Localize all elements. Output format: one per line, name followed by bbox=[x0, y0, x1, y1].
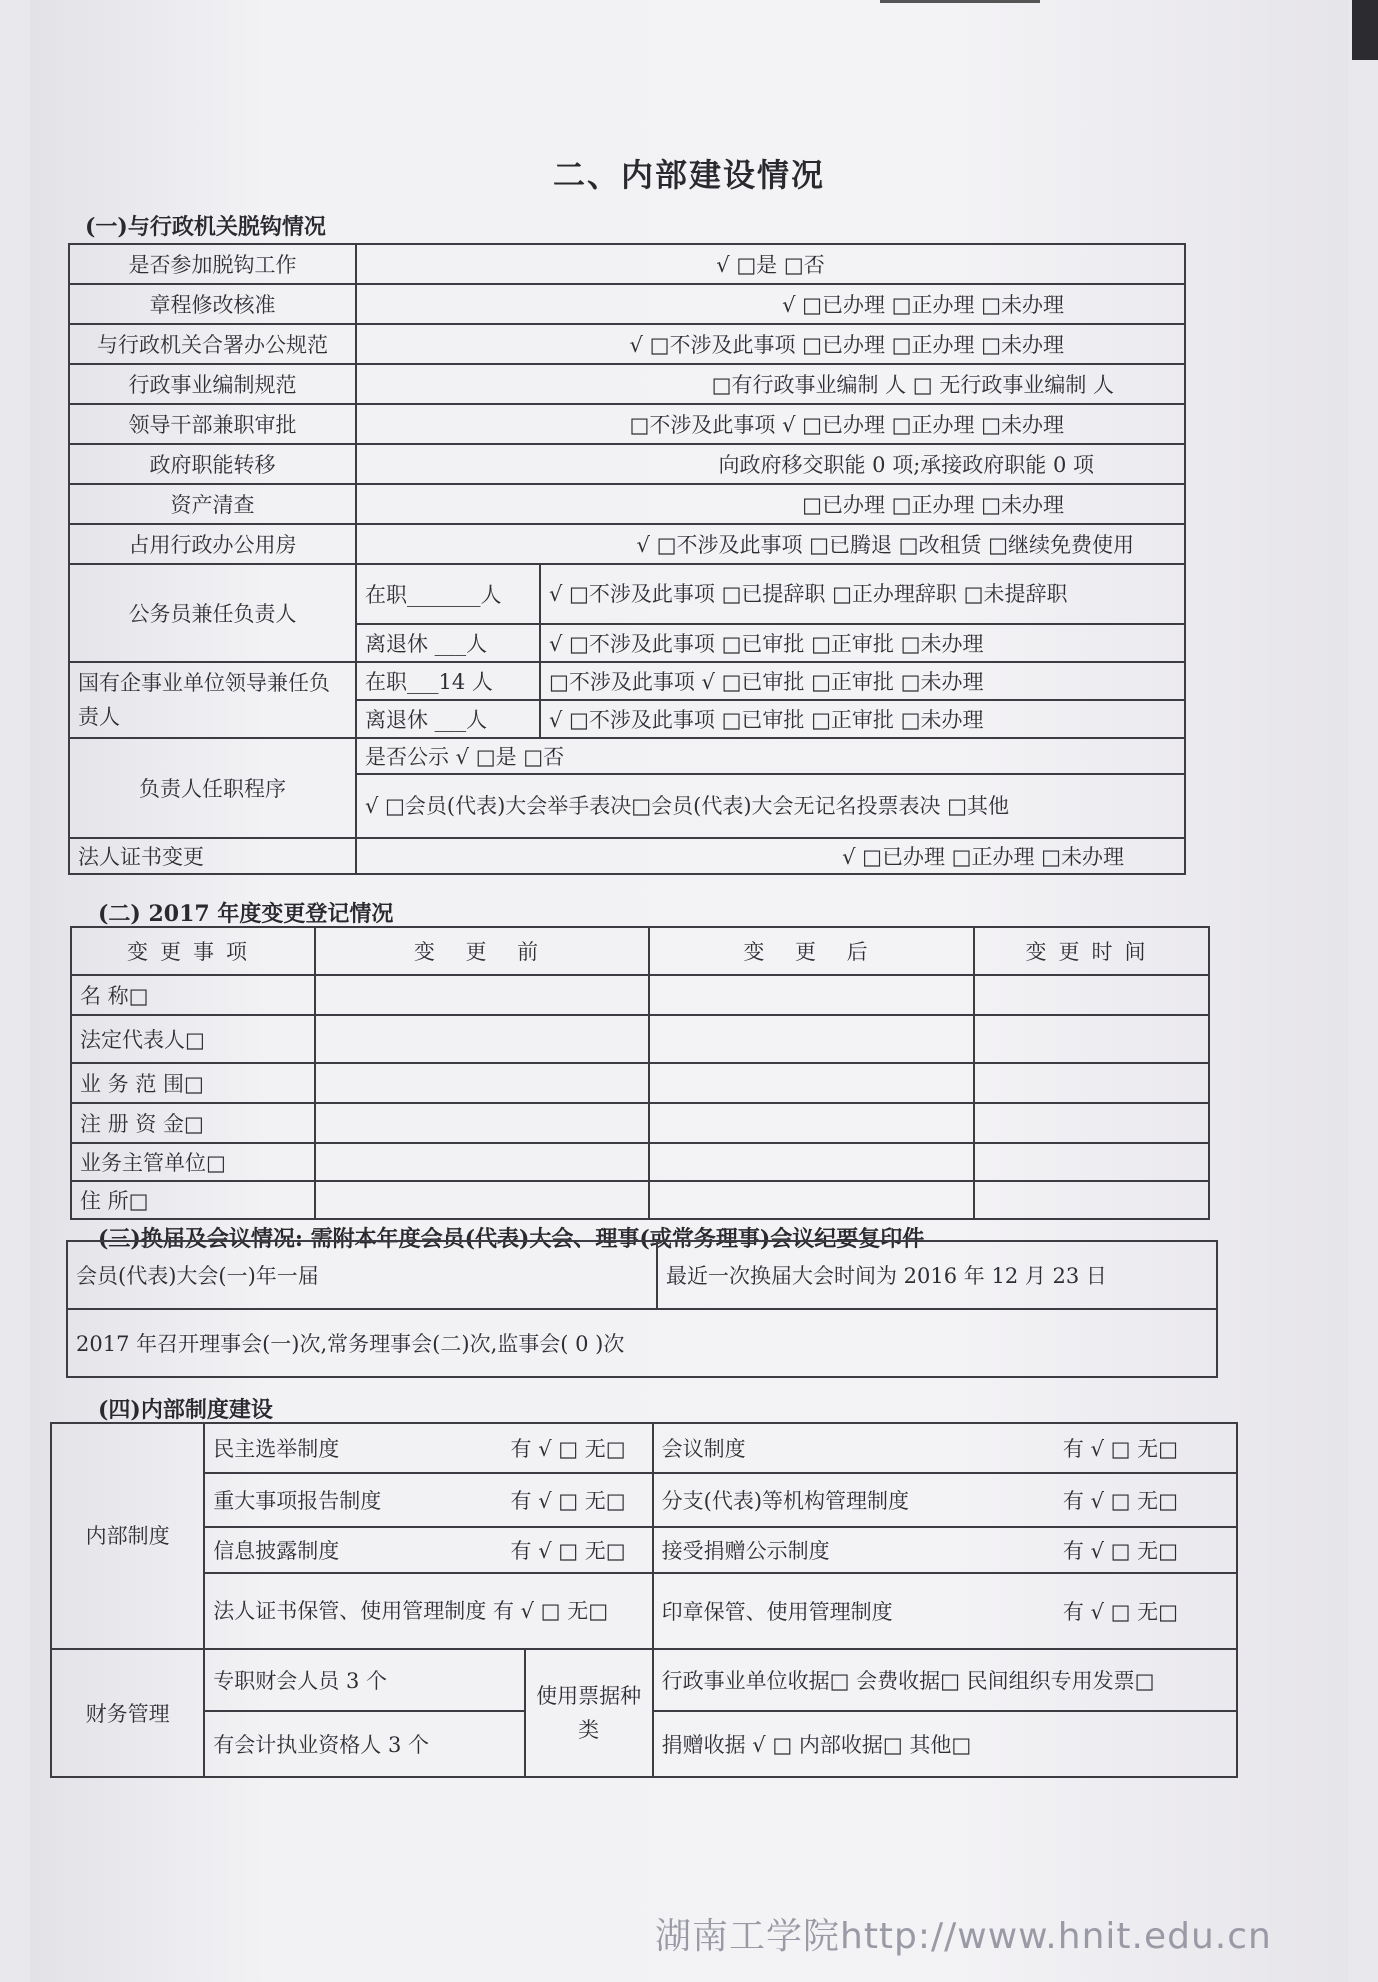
row-value: √ □已办理 □正办理 □未办理 bbox=[356, 284, 1185, 324]
change-table bbox=[70, 926, 1210, 1220]
table-row bbox=[71, 1181, 1209, 1219]
system-name: 重大事项报告制度 bbox=[213, 1489, 382, 1513]
appoint-public: 是否公示 √ □是 □否 bbox=[356, 738, 1185, 774]
table-row bbox=[69, 444, 1185, 484]
table-row bbox=[69, 484, 1185, 524]
table-row bbox=[51, 1527, 1237, 1573]
system-status: 有 √ □ 无□ bbox=[1062, 1437, 1178, 1461]
row-label: 是否参加脱钩工作 bbox=[69, 244, 356, 284]
system-item bbox=[204, 1573, 652, 1649]
row-value: √ □不涉及此事项 □已办理 □正办理 □未办理 bbox=[356, 324, 1185, 364]
meeting-table bbox=[66, 1240, 1218, 1378]
row-label: 占用行政办公用房 bbox=[69, 524, 356, 564]
soe-in-service-value: □不涉及此事项 √ □已审批 □正审批 □未办理 bbox=[540, 662, 1185, 700]
bill-type-label: 使用票据种类 bbox=[525, 1649, 653, 1777]
header-before: 变 更 前 bbox=[315, 927, 649, 975]
civil-in-service: 在职_______人 bbox=[356, 564, 540, 624]
table-row bbox=[69, 284, 1185, 324]
header-item: 变更事项 bbox=[71, 927, 315, 975]
civil-retired: 离退休 ___人 bbox=[356, 624, 540, 662]
table-row bbox=[69, 524, 1185, 564]
soe-retired: 离退休 ___人 bbox=[356, 700, 540, 738]
row-label: 领导干部兼职审批 bbox=[69, 404, 356, 444]
page-title: 二、内部建设情况 bbox=[552, 156, 825, 194]
watermark: 湖南工学院http://www.hnit.edu.cn bbox=[655, 1916, 1272, 1957]
row-value: √ □不涉及此事项 □已腾退 □改租赁 □继续免费使用 bbox=[356, 524, 1185, 564]
system-item bbox=[653, 1423, 1237, 1473]
table-row bbox=[71, 1063, 1209, 1103]
table-row bbox=[69, 324, 1185, 364]
table-row bbox=[69, 662, 1185, 700]
system-item bbox=[653, 1573, 1237, 1649]
table-row bbox=[71, 1103, 1209, 1143]
row-value: □有行政事业编制 人 □ 无行政事业编制 人 bbox=[356, 364, 1185, 404]
table-row bbox=[71, 1143, 1209, 1181]
row-label: 行政事业编制规范 bbox=[69, 364, 356, 404]
section-2-heading: (二) 2017 年度变更登记情况 bbox=[98, 901, 394, 927]
row-value: □已办理 □正办理 □未办理 bbox=[356, 484, 1185, 524]
table-row bbox=[67, 1309, 1217, 1377]
header-time: 变更时间 bbox=[974, 927, 1209, 975]
row-value: □不涉及此事项 √ □已办理 □正办理 □未办理 bbox=[356, 404, 1185, 444]
appoint-method: √ □会员(代表)大会举手表决□会员(代表)大会无记名投票表决 □其他 bbox=[356, 774, 1185, 838]
system-status: 有 √ □ 无□ bbox=[1062, 1600, 1178, 1624]
finance-label: 财务管理 bbox=[51, 1649, 204, 1777]
system-name: 会议制度 bbox=[661, 1437, 746, 1461]
cert-value: √ □已办理 □正办理 □未办理 bbox=[356, 838, 1185, 874]
meeting-counts: 2017 年召开理事会(一)次,常务理事会(二)次,监事会( 0 )次 bbox=[67, 1309, 1217, 1377]
system-name: 信息披露制度 bbox=[213, 1539, 340, 1563]
system-status: 有 √ □ 无□ bbox=[510, 1437, 626, 1461]
system-status: 有 √ □ 无□ bbox=[510, 1489, 626, 1513]
last-election-date: 最近一次换届大会时间为 2016 年 12 月 23 日 bbox=[657, 1241, 1217, 1309]
system-name: 接受捐赠公示制度 bbox=[661, 1539, 830, 1563]
row-value: √ □是 □否 bbox=[356, 244, 1185, 284]
table-row bbox=[69, 738, 1185, 774]
table-row bbox=[69, 564, 1185, 624]
system-name: 分支(代表)等机构管理制度 bbox=[661, 1489, 910, 1513]
appoint-label: 负责人任职程序 bbox=[69, 738, 356, 838]
table-row bbox=[69, 244, 1185, 284]
table-row bbox=[51, 1573, 1237, 1649]
civil-in-service-value: √ □不涉及此事项 □已提辞职 □正办理辞职 □未提辞职 bbox=[540, 564, 1185, 624]
change-item: 注 册 资 金□ bbox=[71, 1103, 315, 1143]
term-info: 会员(代表)大会(一)年一届 bbox=[67, 1241, 657, 1309]
table-row bbox=[51, 1473, 1237, 1527]
system-status: 有 √ □ 无□ bbox=[1062, 1539, 1178, 1563]
system-item bbox=[204, 1527, 652, 1573]
system-item bbox=[653, 1527, 1237, 1573]
system-item bbox=[653, 1473, 1237, 1527]
section-4-heading: (四)内部制度建设 bbox=[98, 1397, 273, 1423]
dark-edge bbox=[1352, 0, 1378, 60]
internal-system-label: 内部制度 bbox=[51, 1423, 204, 1649]
civil-retired-value: √ □不涉及此事项 □已审批 □正审批 □未办理 bbox=[540, 624, 1185, 662]
system-status: 有 √ □ 无□ bbox=[492, 1599, 609, 1623]
finance-qualified: 有会计执业资格人 3 个 bbox=[204, 1711, 524, 1777]
table-row bbox=[67, 1241, 1217, 1309]
top-line bbox=[880, 0, 1040, 3]
row-value: 向政府移交职能 0 项;承接政府职能 0 项 bbox=[356, 444, 1185, 484]
system-status: 有 √ □ 无□ bbox=[1062, 1489, 1178, 1513]
system-name: 印章保管、使用管理制度 bbox=[661, 1600, 893, 1624]
bill-types-row-1: 行政事业单位收据□ 会费收据□ 民间组织专用发票□ bbox=[653, 1649, 1237, 1711]
table-row bbox=[69, 838, 1185, 874]
header-row bbox=[71, 927, 1209, 975]
change-item: 业 务 范 围□ bbox=[71, 1063, 315, 1103]
system-item bbox=[204, 1423, 652, 1473]
system-status: 有 √ □ 无□ bbox=[510, 1539, 626, 1563]
cert-label: 法人证书变更 bbox=[69, 838, 356, 874]
internal-system-table bbox=[50, 1422, 1238, 1778]
table-row bbox=[51, 1423, 1237, 1473]
section-1-heading: (一)与行政机关脱钩情况 bbox=[85, 214, 326, 240]
table-row bbox=[71, 1015, 1209, 1063]
soe-retired-value: √ □不涉及此事项 □已审批 □正审批 □未办理 bbox=[540, 700, 1185, 738]
section-3-heading: (三)换届及会议情况: 需附本年度会员(代表)大会、理事(或常务理事)会议纪要复印件 bbox=[98, 1226, 925, 1252]
soe-label: 国有企事业单位领导兼任负责人 bbox=[69, 662, 356, 738]
table-row bbox=[51, 1649, 1237, 1711]
finance-staff: 专职财会人员 3 个 bbox=[204, 1649, 524, 1711]
soe-in-service: 在职___14 人 bbox=[356, 662, 540, 700]
system-item bbox=[204, 1473, 652, 1527]
row-label: 章程修改核准 bbox=[69, 284, 356, 324]
header-after: 变 更 后 bbox=[649, 927, 974, 975]
change-item: 业务主管单位□ bbox=[71, 1143, 315, 1181]
row-label: 与行政机关合署办公规范 bbox=[69, 324, 356, 364]
system-name: 民主选举制度 bbox=[213, 1437, 340, 1461]
table-row bbox=[69, 404, 1185, 444]
row-label: 资产清查 bbox=[69, 484, 356, 524]
change-item: 住 所□ bbox=[71, 1181, 315, 1219]
table-row bbox=[71, 975, 1209, 1015]
table-row bbox=[69, 364, 1185, 404]
bill-types-row-2: 捐赠收据 √ □ 内部收据□ 其他□ bbox=[653, 1711, 1237, 1777]
change-item: 名 称□ bbox=[71, 975, 315, 1015]
system-name: 法人证书保管、使用管理制度 bbox=[213, 1599, 487, 1623]
decoupling-table bbox=[68, 243, 1186, 875]
change-item: 法定代表人□ bbox=[71, 1015, 315, 1063]
row-label: 政府职能转移 bbox=[69, 444, 356, 484]
civil-servant-label: 公务员兼任负责人 bbox=[69, 564, 356, 662]
